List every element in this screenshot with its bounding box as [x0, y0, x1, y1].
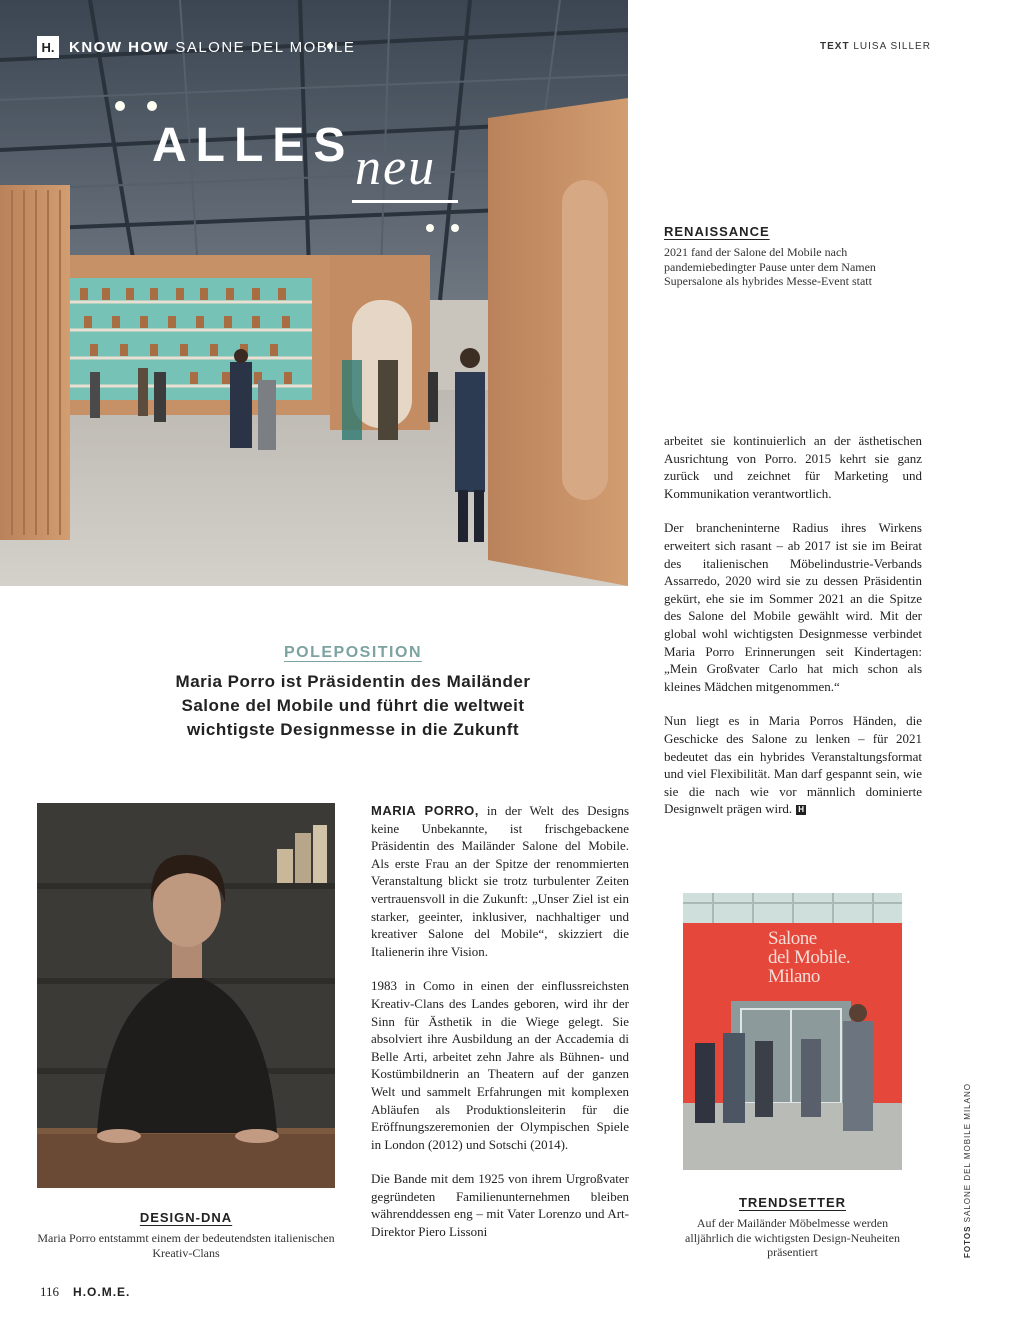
photo-credit-text: SALONE DEL MOBILE MILANO [963, 1083, 972, 1223]
caption-text: 2021 fand der Salone del Mobile nach pandemiebedingter Pause unter dem Namen Supersalone als hybrides Messe-Event statt [664, 245, 876, 288]
article-paragraph: arbeitet sie kontinuierlich an der ästhetischen Ausrichtung von Porro. 2015 kehrt sie ganz zurück und zeichnet für Marketing und Kommunikation verantwortlich. [664, 433, 922, 501]
page-footer [40, 1284, 130, 1300]
caption-heading: RENAISSANCE [664, 224, 770, 239]
poleposition-block [150, 644, 556, 742]
section-topic: SALONE DEL MOBILE [175, 38, 356, 56]
caption-design-dna [37, 1210, 335, 1260]
photo-credit [963, 1083, 972, 1258]
caption-text: Auf der Mailänder Möbelmesse werden alljährlich die wichtigsten Design-Neuheiten präsentiert [685, 1216, 900, 1259]
hero-illustration [0, 0, 628, 586]
salone-entrance-photo [683, 893, 902, 1170]
article-column-right [664, 432, 922, 835]
headline-word-alles: ALLES [152, 119, 355, 172]
caption-text: Maria Porro entstammt einem der bedeutendsten italienischen Kreativ-Clans [37, 1231, 335, 1260]
hero-photo [0, 0, 628, 586]
article-paragraph: Der brancheninterne Radius ihres Wirkens erweitert sich rasant – ab 2017 ist sie im Beirat des italienischen Möbelindustrie-Verbands Assarredo, 2020 wird sie zu dessen Präsidentin gekürt, ehe sie im Sommer 2021 an die Spitze des Salone del Mobile gewählt wird. Mit der global wohl wichtigsten Designmesse verbindet Maria Porro Erinnerungen seit Kindertagen: „Mein Großvater Carlo hat mich schon als kleines Mädchen mitgenommen.“ [664, 520, 922, 694]
home-logo: H. [37, 36, 59, 58]
headline-word-neu: neu [355, 139, 437, 196]
article-paragraph: Die Bande mit dem 1925 von ihrem Urgroßvater gegründeten Familienunternehmen bleiben währenddessen eng – mit Vater Lorenzo und Art-Direktor Piero Lissoni [371, 1171, 629, 1240]
section-kicker [37, 36, 355, 58]
article-paragraph: 1983 in Como in einen der einflussreichsten Kreativ-Clans des Landes geboren, wird ihr der Sinn für Ästhetik in die Wiege gelegt. Sie absolviert ihre Ausbildung an der Accademia di Belle Arti, arbeitet zehn Jahre als Bühnen- und Kostümbildnerin an Theatern auf der ganzen Welt und sammelt Erfahrungen mit komplexen Abläufen als Produktionsleiterin für die Eröffnungszeremonien der Olympischen Spiele in London (2012) und Sotschi (2014). [371, 978, 629, 1152]
byline-author: LUISA SILLER [853, 41, 931, 52]
byline-label: TEXT [820, 41, 850, 52]
portrait-illustration [37, 803, 335, 1188]
page-number: 116 [40, 1284, 60, 1299]
salone-sign-line: del Mobile. [768, 947, 851, 968]
caption-heading: TRENDSETTER [738, 1195, 847, 1210]
article-column-middle [371, 802, 629, 1258]
article-paragraph-text: in der Welt des Designs keine Unbekannte, ist frischgebackene Präsidentin des Mailänder Salone del Mobile. Als erste Frau an der Spitze der renommierten Veranstaltung blickt sie trotz turbulenter Zeiten vertrauensvoll in die Zukunft: „Unser Ziel ist ein starker, geeinter, inklusiver, nachhaltiger und kreativer Salone del Mobile“, skizziert die Italienerin ihre Vision. [371, 803, 630, 959]
article-paragraph-final [664, 712, 922, 818]
article-lead-name: MARIA PORRO, [371, 803, 479, 818]
photo-credit-label: FOTOS [963, 1225, 972, 1258]
section-label: KNOW HOW [69, 38, 170, 56]
poleposition-deck: Maria Porro ist Präsidentin des Mailänder Salone del Mobile und führt die weltweit wichtigste Designmesse in die Zukunft [175, 672, 531, 739]
article-paragraph-lead [371, 802, 629, 960]
article-paragraph-text: Nun liegt es in Maria Porros Händen, die Geschicke des Salone zu lenken – für 2021 bedeutet das ein hybrides Veranstaltungsformat und viel Flexibilität. Man darf gespannt sein, wie sie die nach wie vor männlich dominierte Designwelt prägen wird. [664, 713, 922, 817]
end-mark-icon: H [796, 805, 806, 815]
byline [820, 41, 931, 52]
magazine-name: H.O.M.E. [73, 1285, 131, 1299]
caption-heading: DESIGN-DNA [139, 1210, 233, 1225]
poleposition-label: POLEPOSITION [283, 644, 422, 661]
salone-sign-line: Salone [768, 928, 817, 949]
caption-trendsetter [680, 1195, 905, 1260]
headline-underline [352, 200, 458, 203]
salone-sign [768, 929, 850, 986]
salone-sign-line: Milano [768, 966, 820, 987]
portrait-photo [37, 803, 335, 1188]
caption-renaissance [664, 224, 924, 289]
